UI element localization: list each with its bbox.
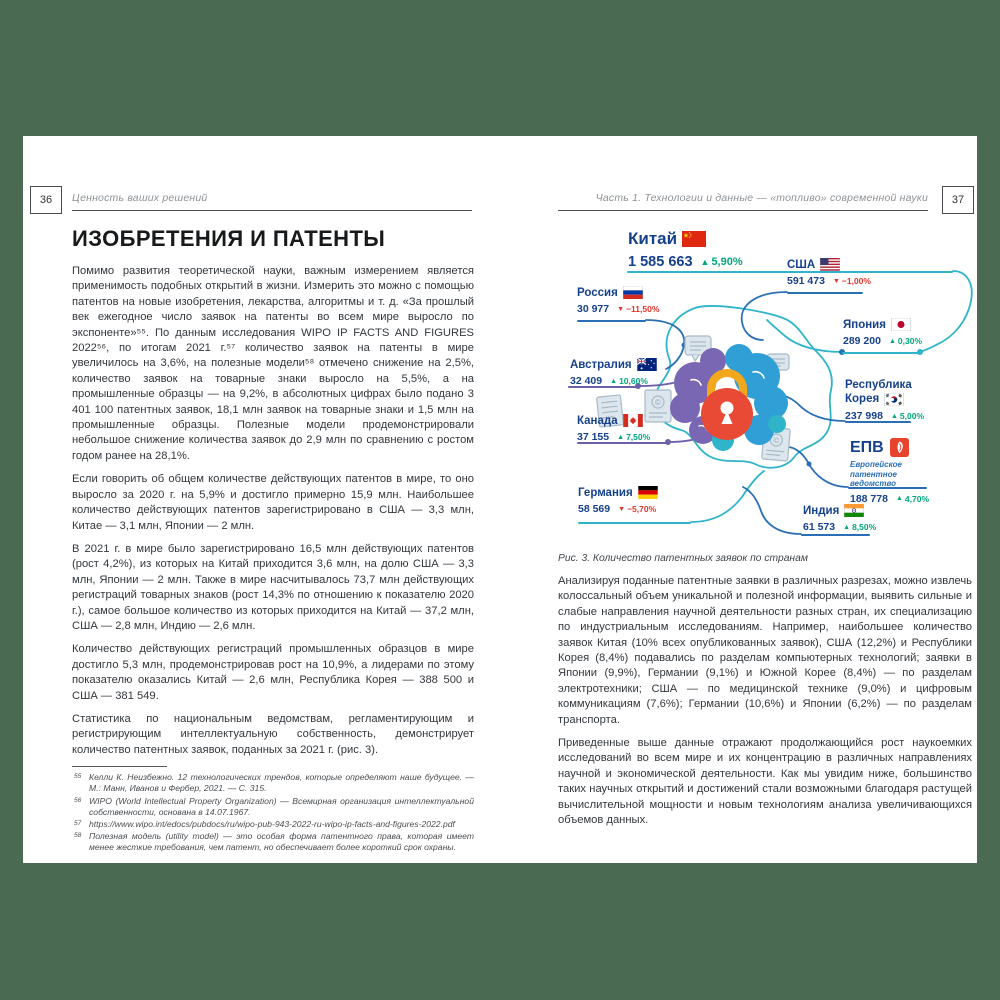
- figure-caption: Рис. 3. Количество патентных заявок по странам: [558, 553, 808, 564]
- germany-line: [578, 522, 691, 524]
- paragraph: Приведенные выше данные отражают продолжающийся рост наукоемких исследований во всем мире и их концентрацию в различных направлениях научной и экономической деятельности. Как мы увидим ниже, большинство таких научных открытий и достижений стали возможными благодаря растущей вычислительной мощности и новым технологиям анализа увеличивающихся объемов данных.: [558, 737, 972, 827]
- svg-text:©: ©: [655, 398, 661, 407]
- country-name: Япония: [843, 318, 886, 331]
- country-value: 30 977: [577, 303, 610, 315]
- paragraph: Анализируя поданные патентные заявки в различных разрезах, можно извлечь колоссальный объем уникальной и полезной информации, выявить сильные и слабые направления научной деятельности разных стран, их специализацию по индустриальным исследованиям. Например, наибольшее количество заявок Китая (10% всех опубликованных заявок), США (12,2%) и Республики Корея (8,4%) подавались по разделам компьютерных технологий; заявки в Японии (9,9%), Германии (9,1%) и Южной Корее (8,4%) — по разделам электротехники; США — по медицинской технике (9,0%) и цифровым коммуникациям (7,6%); Германии (10,6%) и Японии (6,2%) — по разделам транспорта.: [558, 575, 972, 726]
- country-value: 591 473: [787, 275, 825, 287]
- patent-applications-diagram: [545, 218, 985, 552]
- up-arrow-icon: ▲: [843, 523, 851, 531]
- right-page-text-column: [558, 574, 972, 837]
- country-russia: [577, 286, 659, 315]
- flag-china-icon: [682, 231, 706, 247]
- flag-japan-icon: [891, 318, 911, 331]
- paragraph: В 2021 г. в мире было зарегистрировано 16,5 млн действующих патентов (рост 4,2%), из которых на Китай приходится 3,6 млн, на долю США — 3,3 млн, Японии — 2 млн. Также в мире насчитывалось 73,7 млн действующих регистраций товарных знаков (рост 14,3% по отношению к показателю 2020 г.), самое большое количество из которых приходится на Китай — 37,2 млн, США — 2,8 млн, Индию — 2,6 млн.: [72, 542, 474, 632]
- country-value: 58 569: [578, 503, 611, 515]
- country-delta: 10,60%: [619, 376, 648, 386]
- japan-line: [842, 352, 920, 354]
- left-page-text-column: [72, 226, 474, 855]
- country-delta: −1,00%: [841, 276, 871, 286]
- footnote-text: WIPO (World Intellectual Property Organization) — Всемирная организация интеллектуальной собственности, основана в 14.07.1967.: [89, 795, 474, 817]
- footnote-text: Полезная модель (utility model) — это особая форма патентного права, которая имеет менее жесткие требования, чем патент, но обеспечивает более короткий срок охраны.: [89, 831, 474, 853]
- page-number-left: 36: [30, 186, 62, 214]
- footnote: [72, 819, 474, 830]
- usa-line: [787, 292, 863, 294]
- flag-canada-icon: [623, 414, 643, 427]
- country-value: 61 573: [803, 521, 836, 533]
- flag-south-korea-icon: [884, 393, 904, 406]
- page-title: ИЗОБРЕТЕНИЯ И ПАТЕНТЫ: [72, 226, 386, 251]
- paragraph: Количество действующих регистраций промышленных образцов в мире достигло 5,3 млн, продемонстрировав рост на 10,9%, а лидерами по этому показателю оказались Китай — 2,6 млн, Республика Корея — 388 500 и США — 381 549.: [72, 643, 474, 702]
- footnote: [72, 796, 474, 818]
- up-arrow-icon: ▲: [890, 412, 898, 420]
- country-australia: [570, 358, 657, 387]
- country-delta: 8,50%: [852, 522, 877, 532]
- country-value: 37 155: [577, 431, 610, 443]
- country-name: Австралия: [570, 358, 632, 371]
- running-header-left: Ценность ваших решений: [72, 192, 208, 204]
- country-delta: 5,90%: [711, 256, 743, 268]
- country-india: [803, 504, 876, 533]
- country-name: Республика: [845, 379, 912, 391]
- country-name: Индия: [803, 504, 840, 517]
- office-subtitle: Европейское патентное ведомство: [850, 460, 903, 488]
- footnote-number: 58: [74, 832, 82, 840]
- country-south-korea: [845, 378, 924, 422]
- footnote-text: https://www.wipo.int/edocs/pubdocs/ru/wipo-pub-943-2022-ru-wipo-ip-facts-and-figures-2022.pdf: [89, 819, 455, 829]
- paragraph: Если говорить об общем количестве действующих патентов в мире, то оно выросло за 2020 г. на 5,9% и достигло примерно 15,9 млн. Наибольшее количество действующих патентов зарегистрировано в США — 3,3 млн, Китае — 3,1 млн, Японии — 2 млн.: [72, 473, 474, 532]
- country-china: [628, 229, 743, 270]
- country-delta: −11,50%: [626, 304, 660, 314]
- footnote-number: 55: [74, 773, 82, 781]
- country-value: 1 585 663: [628, 254, 693, 270]
- svg-text:©: ©: [772, 435, 780, 446]
- flag-germany-icon: [638, 486, 658, 499]
- country-name-line2: Корея: [845, 393, 880, 405]
- paragraph: Статистика по национальным ведомствам, регламентирующим и регистрирующим интеллектуальную собственность, демонстрирует количество патентных заявок, поданных за 2021 г. (рис. 3).: [72, 712, 474, 756]
- up-arrow-icon: ▲: [700, 256, 710, 267]
- header-rule-left: [72, 210, 472, 211]
- country-value: 289 200: [843, 335, 881, 347]
- country-canada: [577, 414, 650, 443]
- country-name: Канада: [577, 414, 618, 427]
- up-arrow-icon: ▲: [888, 337, 896, 345]
- down-arrow-icon: ▼: [618, 505, 626, 513]
- office-name: ЕПВ: [850, 438, 884, 456]
- running-header-right: Часть 1. Технологии и данные — «топливо» современной науки: [595, 192, 928, 204]
- country-delta: 7,50%: [626, 432, 651, 442]
- up-arrow-icon: ▲: [895, 495, 903, 502]
- country-name: Китай: [628, 229, 678, 248]
- epo-logo-icon: [890, 438, 909, 457]
- country-name: Германия: [578, 486, 633, 499]
- flag-india-icon: [844, 504, 864, 517]
- country-delta: 5,00%: [899, 411, 925, 421]
- country-value: 32 409: [570, 375, 603, 387]
- country-usa: [787, 258, 871, 287]
- paragraph: Помимо развития теоретической науки, важным измерением является применимость подобных открытий в жизни. Измерить это можно с помощью патентов на новые изобретения, лекарства, алгоритмы и т. д. «За прошлый век ежегодное число заявок на патенты во всем мире выросло по экспоненте»⁵⁵. По данным исследования WIPO IP FACTS AND FIGURES 2022⁵⁶, по итогам 2021 г.⁵⁷ количество заявок на патенты в мире увеличилось на 3,6%, на полезные модели⁵⁸ отмечено снижение на 2,5%, количество заявок на товарные знаки выросло на 5,5%, а на промышленные образцы — на 9,2%, в абсолютных цифрах было подано 3 401 100 патентных заявок, 18,1 млн заявок на товарные знаки и 1,5 млн на промышленные образцы. Полезные модели продемонстрировали небольшое снижение количества заявок до 2,9 млн по сравнению с ростом годом ранее на 28,1%.: [72, 265, 474, 462]
- down-arrow-icon: ▼: [832, 277, 840, 285]
- down-arrow-icon: ▼: [617, 305, 625, 313]
- flag-usa-icon: [820, 258, 840, 271]
- flag-russia-icon: [623, 286, 643, 299]
- page-number-right: 37: [942, 186, 974, 214]
- india-line: [801, 534, 870, 536]
- country-japan: [843, 318, 922, 347]
- country-germany: [578, 486, 658, 515]
- header-rule-right: [558, 210, 928, 211]
- up-arrow-icon: ▲: [610, 377, 618, 385]
- footnote: [72, 831, 474, 853]
- footnote-text: Келли К. Неизбежно. 12 технологических трендов, которые определяют наше будущее. — М.: Манн, Иванов и Фербер, 2021. — С. 315.: [89, 772, 474, 794]
- office-value: 188 778: [850, 492, 888, 505]
- country-delta: −5,70%: [627, 504, 657, 514]
- footnote: [72, 772, 474, 794]
- office-delta: 4,70%: [904, 493, 930, 504]
- footnote-number: 57: [74, 820, 82, 827]
- country-value: 237 998: [845, 410, 883, 422]
- country-name: Россия: [577, 286, 618, 299]
- flag-australia-icon: [637, 358, 657, 371]
- up-arrow-icon: ▲: [617, 433, 625, 441]
- footnote-divider: [72, 766, 167, 767]
- russia-line: [577, 320, 646, 322]
- country-delta: 0,30%: [897, 336, 923, 346]
- brain-lock-illustration: [670, 344, 788, 451]
- country-name: США: [787, 258, 816, 271]
- footnote-number: 56: [74, 796, 82, 804]
- office-epo: [850, 438, 930, 505]
